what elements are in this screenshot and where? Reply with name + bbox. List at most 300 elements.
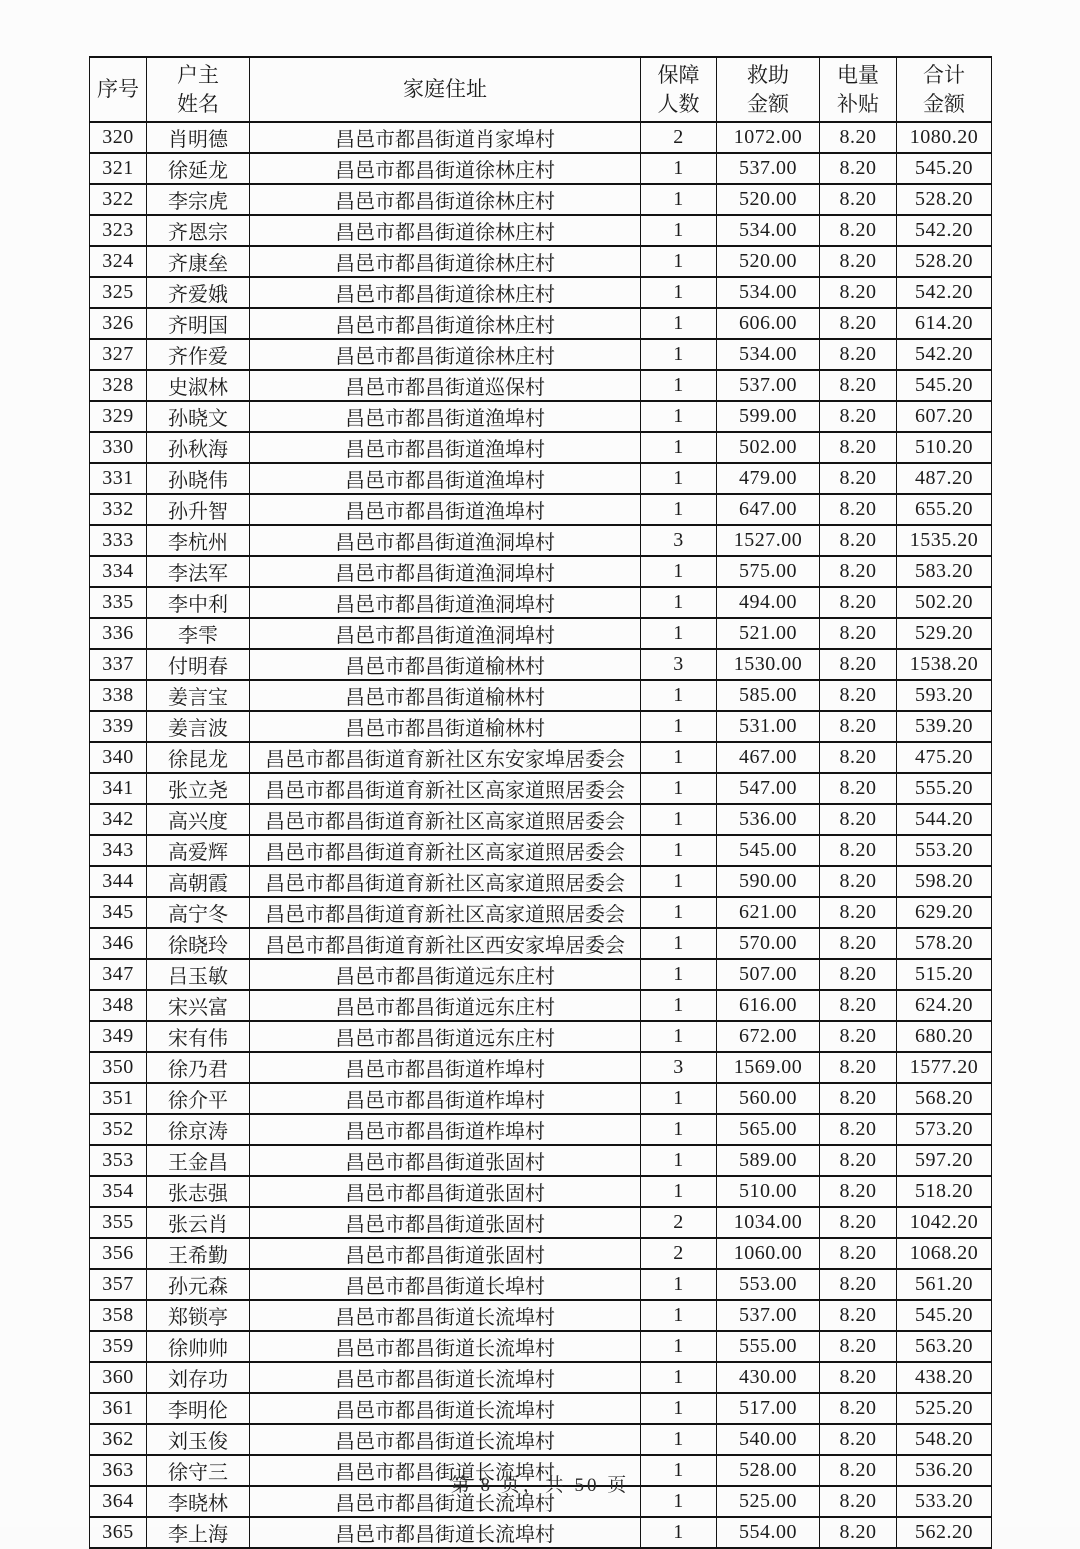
name-cell: 张云肖 bbox=[147, 1207, 250, 1238]
subsidy-cell: 8.20 bbox=[820, 804, 897, 835]
subsidy-cell: 8.20 bbox=[820, 1486, 897, 1517]
amount-cell: 520.00 bbox=[717, 184, 820, 215]
persons-cell: 1 bbox=[641, 711, 717, 742]
subsidy-cell: 8.20 bbox=[820, 649, 897, 680]
persons-cell: 3 bbox=[641, 525, 717, 556]
serial-cell: 360 bbox=[90, 1362, 147, 1393]
serial-cell: 326 bbox=[90, 308, 147, 339]
serial-cell: 357 bbox=[90, 1269, 147, 1300]
address-cell: 昌邑市都昌街道渔埠村 bbox=[250, 463, 641, 494]
amount-cell: 507.00 bbox=[717, 959, 820, 990]
serial-cell: 333 bbox=[90, 525, 147, 556]
address-cell: 昌邑市都昌街道长埠村 bbox=[250, 1269, 641, 1300]
subsidy-cell: 8.20 bbox=[820, 1114, 897, 1145]
address-cell: 昌邑市都昌街道育新社区高家道照居委会 bbox=[250, 804, 641, 835]
persons-cell: 1 bbox=[641, 1021, 717, 1052]
address-cell: 昌邑市都昌街道育新社区西安家埠居委会 bbox=[250, 928, 641, 959]
name-cell: 史淑林 bbox=[147, 370, 250, 401]
amount-cell: 510.00 bbox=[717, 1176, 820, 1207]
subsidy-cell: 8.20 bbox=[820, 990, 897, 1021]
subsidy-cell: 8.20 bbox=[820, 1145, 897, 1176]
table-row bbox=[90, 1517, 992, 1548]
total-cell: 614.20 bbox=[897, 308, 992, 339]
persons-cell: 1 bbox=[641, 556, 717, 587]
subsidy-cell: 8.20 bbox=[820, 1517, 897, 1548]
total-cell: 528.20 bbox=[897, 246, 992, 277]
subsidy-cell: 8.20 bbox=[820, 1362, 897, 1393]
persons-cell: 1 bbox=[641, 1269, 717, 1300]
total-cell: 583.20 bbox=[897, 556, 992, 587]
subsidy-cell: 8.20 bbox=[820, 401, 897, 432]
total-cell: 561.20 bbox=[897, 1269, 992, 1300]
persons-cell: 1 bbox=[641, 1486, 717, 1517]
subsidy-cell: 8.20 bbox=[820, 525, 897, 556]
amount-cell: 502.00 bbox=[717, 432, 820, 463]
amount-cell: 565.00 bbox=[717, 1114, 820, 1145]
serial-cell: 362 bbox=[90, 1424, 147, 1455]
total-cell: 563.20 bbox=[897, 1331, 992, 1362]
name-cell: 徐乃君 bbox=[147, 1052, 250, 1083]
amount-cell: 534.00 bbox=[717, 277, 820, 308]
address-cell: 昌邑市都昌街道长流埠村 bbox=[250, 1424, 641, 1455]
total-cell: 555.20 bbox=[897, 773, 992, 804]
serial-cell: 352 bbox=[90, 1114, 147, 1145]
total-cell: 573.20 bbox=[897, 1114, 992, 1145]
address-cell: 昌邑市都昌街道肖家埠村 bbox=[250, 122, 641, 153]
address-cell: 昌邑市都昌街道长流埠村 bbox=[250, 1300, 641, 1331]
address-cell: 昌邑市都昌街道育新社区高家道照居委会 bbox=[250, 835, 641, 866]
serial-cell: 353 bbox=[90, 1145, 147, 1176]
serial-cell: 323 bbox=[90, 215, 147, 246]
table-row bbox=[90, 1269, 992, 1300]
total-cell: 545.20 bbox=[897, 153, 992, 184]
address-cell: 昌邑市都昌街道徐林庄村 bbox=[250, 277, 641, 308]
table-row bbox=[90, 339, 992, 370]
address-cell: 昌邑市都昌街道长流埠村 bbox=[250, 1362, 641, 1393]
persons-cell: 1 bbox=[641, 959, 717, 990]
address-cell: 昌邑市都昌街道长流埠村 bbox=[250, 1393, 641, 1424]
name-cell: 高朝霞 bbox=[147, 866, 250, 897]
amount-cell: 517.00 bbox=[717, 1393, 820, 1424]
total-cell: 655.20 bbox=[897, 494, 992, 525]
table-row bbox=[90, 401, 992, 432]
total-cell: 1577.20 bbox=[897, 1052, 992, 1083]
amount-cell: 521.00 bbox=[717, 618, 820, 649]
subsidy-cell: 8.20 bbox=[820, 308, 897, 339]
name-cell: 姜言波 bbox=[147, 711, 250, 742]
amount-cell: 585.00 bbox=[717, 680, 820, 711]
serial-cell: 363 bbox=[90, 1455, 147, 1486]
name-cell: 徐介平 bbox=[147, 1083, 250, 1114]
persons-cell: 1 bbox=[641, 742, 717, 773]
address-cell: 昌邑市都昌街道张固村 bbox=[250, 1176, 641, 1207]
address-cell: 昌邑市都昌街道徐林庄村 bbox=[250, 215, 641, 246]
header-subsidy-line1: 电量 bbox=[837, 63, 879, 88]
name-cell: 齐恩宗 bbox=[147, 215, 250, 246]
table-row bbox=[90, 277, 992, 308]
address-cell: 昌邑市都昌街道渔洞埠村 bbox=[250, 587, 641, 618]
total-cell: 1068.20 bbox=[897, 1238, 992, 1269]
persons-cell: 1 bbox=[641, 1145, 717, 1176]
total-cell: 542.20 bbox=[897, 339, 992, 370]
serial-cell: 328 bbox=[90, 370, 147, 401]
subsidy-cell: 8.20 bbox=[820, 556, 897, 587]
total-cell: 536.20 bbox=[897, 1455, 992, 1486]
amount-cell: 599.00 bbox=[717, 401, 820, 432]
persons-cell: 1 bbox=[641, 494, 717, 525]
address-cell: 昌邑市都昌街道远东庄村 bbox=[250, 990, 641, 1021]
serial-cell: 361 bbox=[90, 1393, 147, 1424]
address-cell: 昌邑市都昌街道徐林庄村 bbox=[250, 308, 641, 339]
subsidy-cell: 8.20 bbox=[820, 463, 897, 494]
persons-cell: 1 bbox=[641, 587, 717, 618]
amount-cell: 430.00 bbox=[717, 1362, 820, 1393]
name-cell: 李法军 bbox=[147, 556, 250, 587]
address-cell: 昌邑市都昌街道育新社区高家道照居委会 bbox=[250, 897, 641, 928]
name-cell: 高宁冬 bbox=[147, 897, 250, 928]
amount-cell: 467.00 bbox=[717, 742, 820, 773]
address-cell: 昌邑市都昌街道渔洞埠村 bbox=[250, 618, 641, 649]
header-total-line2: 金额 bbox=[923, 91, 965, 116]
serial-cell: 327 bbox=[90, 339, 147, 370]
total-cell: 438.20 bbox=[897, 1362, 992, 1393]
persons-cell: 1 bbox=[641, 1176, 717, 1207]
address-cell: 昌邑市都昌街道榆林村 bbox=[250, 680, 641, 711]
header-row bbox=[90, 57, 992, 122]
name-cell: 孙秋海 bbox=[147, 432, 250, 463]
address-cell: 昌邑市都昌街道育新社区高家道照居委会 bbox=[250, 773, 641, 804]
total-cell: 487.20 bbox=[897, 463, 992, 494]
serial-cell: 350 bbox=[90, 1052, 147, 1083]
table-row bbox=[90, 773, 992, 804]
total-cell: 528.20 bbox=[897, 184, 992, 215]
table-row bbox=[90, 680, 992, 711]
serial-cell: 345 bbox=[90, 897, 147, 928]
subsidy-cell: 8.20 bbox=[820, 122, 897, 153]
total-cell: 548.20 bbox=[897, 1424, 992, 1455]
name-cell: 齐康垒 bbox=[147, 246, 250, 277]
persons-cell: 1 bbox=[641, 928, 717, 959]
subsidy-cell: 8.20 bbox=[820, 1207, 897, 1238]
persons-cell: 2 bbox=[641, 1207, 717, 1238]
total-cell: 529.20 bbox=[897, 618, 992, 649]
header-serial-line1: 序号 bbox=[97, 77, 139, 102]
table-row bbox=[90, 1052, 992, 1083]
persons-cell: 1 bbox=[641, 866, 717, 897]
total-cell: 598.20 bbox=[897, 866, 992, 897]
subsidy-cell: 8.20 bbox=[820, 370, 897, 401]
amount-cell: 494.00 bbox=[717, 587, 820, 618]
subsidy-cell: 8.20 bbox=[820, 680, 897, 711]
total-cell: 533.20 bbox=[897, 1486, 992, 1517]
name-cell: 王金昌 bbox=[147, 1145, 250, 1176]
serial-cell: 342 bbox=[90, 804, 147, 835]
amount-cell: 534.00 bbox=[717, 215, 820, 246]
persons-cell: 1 bbox=[641, 835, 717, 866]
address-cell: 昌邑市都昌街道张固村 bbox=[250, 1207, 641, 1238]
total-cell: 475.20 bbox=[897, 742, 992, 773]
name-cell: 郑锁亭 bbox=[147, 1300, 250, 1331]
amount-cell: 520.00 bbox=[717, 246, 820, 277]
persons-cell: 1 bbox=[641, 1424, 717, 1455]
table-row bbox=[90, 959, 992, 990]
persons-cell: 1 bbox=[641, 246, 717, 277]
name-cell: 王希勤 bbox=[147, 1238, 250, 1269]
total-cell: 1538.20 bbox=[897, 649, 992, 680]
table-row bbox=[90, 587, 992, 618]
subsidy-cell: 8.20 bbox=[820, 928, 897, 959]
address-cell: 昌邑市都昌街道榆林村 bbox=[250, 649, 641, 680]
table-row bbox=[90, 928, 992, 959]
total-cell: 597.20 bbox=[897, 1145, 992, 1176]
total-cell: 510.20 bbox=[897, 432, 992, 463]
serial-cell: 346 bbox=[90, 928, 147, 959]
address-cell: 昌邑市都昌街道渔洞埠村 bbox=[250, 556, 641, 587]
header-amount-line1: 救助 bbox=[747, 63, 789, 88]
header-householder-line1: 户主 bbox=[177, 63, 219, 88]
address-cell: 昌邑市都昌街道渔埠村 bbox=[250, 432, 641, 463]
persons-cell: 1 bbox=[641, 618, 717, 649]
name-cell: 李明伦 bbox=[147, 1393, 250, 1424]
address-cell: 昌邑市都昌街道柞埠村 bbox=[250, 1083, 641, 1114]
name-cell: 张志强 bbox=[147, 1176, 250, 1207]
amount-cell: 555.00 bbox=[717, 1331, 820, 1362]
address-cell: 昌邑市都昌街道长流埠村 bbox=[250, 1517, 641, 1548]
subsidy-cell: 8.20 bbox=[820, 773, 897, 804]
persons-cell: 2 bbox=[641, 122, 717, 153]
amount-cell: 536.00 bbox=[717, 804, 820, 835]
persons-cell: 1 bbox=[641, 184, 717, 215]
header-address-line1: 家庭住址 bbox=[403, 77, 487, 102]
total-cell: 568.20 bbox=[897, 1083, 992, 1114]
address-cell: 昌邑市都昌街道渔埠村 bbox=[250, 494, 641, 525]
name-cell: 姜言宝 bbox=[147, 680, 250, 711]
name-cell: 孙元森 bbox=[147, 1269, 250, 1300]
address-cell: 昌邑市都昌街道长流埠村 bbox=[250, 1331, 641, 1362]
total-cell: 518.20 bbox=[897, 1176, 992, 1207]
persons-cell: 1 bbox=[641, 1300, 717, 1331]
serial-cell: 355 bbox=[90, 1207, 147, 1238]
header-insured-persons bbox=[641, 57, 717, 122]
amount-cell: 1569.00 bbox=[717, 1052, 820, 1083]
name-cell: 徐延龙 bbox=[147, 153, 250, 184]
amount-cell: 553.00 bbox=[717, 1269, 820, 1300]
subsidy-cell: 8.20 bbox=[820, 587, 897, 618]
table-row bbox=[90, 463, 992, 494]
table-row bbox=[90, 184, 992, 215]
serial-cell: 365 bbox=[90, 1517, 147, 1548]
address-cell: 昌邑市都昌街道长流埠村 bbox=[250, 1486, 641, 1517]
subsidy-cell: 8.20 bbox=[820, 1176, 897, 1207]
table-row bbox=[90, 866, 992, 897]
amount-cell: 537.00 bbox=[717, 1300, 820, 1331]
table-row bbox=[90, 742, 992, 773]
serial-cell: 364 bbox=[90, 1486, 147, 1517]
persons-cell: 1 bbox=[641, 277, 717, 308]
subsidy-cell: 8.20 bbox=[820, 246, 897, 277]
header-subsidy-line2: 补贴 bbox=[837, 91, 879, 116]
header-amount-line2: 金额 bbox=[747, 91, 789, 116]
total-cell: 502.20 bbox=[897, 587, 992, 618]
address-cell: 昌邑市都昌街道柞埠村 bbox=[250, 1052, 641, 1083]
name-cell: 孙晓文 bbox=[147, 401, 250, 432]
persons-cell: 1 bbox=[641, 773, 717, 804]
subsidy-cell: 8.20 bbox=[820, 184, 897, 215]
serial-cell: 348 bbox=[90, 990, 147, 1021]
header-householder-name bbox=[147, 57, 250, 122]
header-electricity-subsidy bbox=[820, 57, 897, 122]
name-cell: 徐京涛 bbox=[147, 1114, 250, 1145]
amount-cell: 1072.00 bbox=[717, 122, 820, 153]
name-cell: 徐昆龙 bbox=[147, 742, 250, 773]
serial-cell: 340 bbox=[90, 742, 147, 773]
name-cell: 李杭州 bbox=[147, 525, 250, 556]
name-cell: 李中利 bbox=[147, 587, 250, 618]
subsidy-cell: 8.20 bbox=[820, 1083, 897, 1114]
table-row bbox=[90, 215, 992, 246]
serial-cell: 354 bbox=[90, 1176, 147, 1207]
serial-cell: 325 bbox=[90, 277, 147, 308]
persons-cell: 1 bbox=[641, 897, 717, 928]
subsidy-cell: 8.20 bbox=[820, 835, 897, 866]
subsidy-cell: 8.20 bbox=[820, 1331, 897, 1362]
persons-cell: 1 bbox=[641, 401, 717, 432]
table-row bbox=[90, 370, 992, 401]
table-row bbox=[90, 1424, 992, 1455]
address-cell: 昌邑市都昌街道远东庄村 bbox=[250, 959, 641, 990]
serial-cell: 335 bbox=[90, 587, 147, 618]
header-total-line1: 合计 bbox=[923, 63, 965, 88]
amount-cell: 647.00 bbox=[717, 494, 820, 525]
table-row bbox=[90, 308, 992, 339]
serial-cell: 347 bbox=[90, 959, 147, 990]
amount-cell: 525.00 bbox=[717, 1486, 820, 1517]
total-cell: 624.20 bbox=[897, 990, 992, 1021]
name-cell: 肖明德 bbox=[147, 122, 250, 153]
total-cell: 515.20 bbox=[897, 959, 992, 990]
amount-cell: 570.00 bbox=[717, 928, 820, 959]
name-cell: 齐作爱 bbox=[147, 339, 250, 370]
name-cell: 宋兴富 bbox=[147, 990, 250, 1021]
amount-cell: 540.00 bbox=[717, 1424, 820, 1455]
table-row bbox=[90, 1083, 992, 1114]
amount-cell: 534.00 bbox=[717, 339, 820, 370]
name-cell: 刘存功 bbox=[147, 1362, 250, 1393]
amount-cell: 537.00 bbox=[717, 153, 820, 184]
subsidy-cell: 8.20 bbox=[820, 1021, 897, 1052]
amount-cell: 528.00 bbox=[717, 1455, 820, 1486]
table-row bbox=[90, 711, 992, 742]
persons-cell: 3 bbox=[641, 649, 717, 680]
table-row bbox=[90, 1238, 992, 1269]
total-cell: 539.20 bbox=[897, 711, 992, 742]
persons-cell: 1 bbox=[641, 680, 717, 711]
name-cell: 李宗虎 bbox=[147, 184, 250, 215]
serial-cell: 339 bbox=[90, 711, 147, 742]
serial-cell: 359 bbox=[90, 1331, 147, 1362]
amount-cell: 545.00 bbox=[717, 835, 820, 866]
total-cell: 593.20 bbox=[897, 680, 992, 711]
table-row bbox=[90, 153, 992, 184]
serial-cell: 343 bbox=[90, 835, 147, 866]
header-persons-line2: 人数 bbox=[657, 91, 700, 116]
name-cell: 宋有伟 bbox=[147, 1021, 250, 1052]
table-row bbox=[90, 432, 992, 463]
address-cell: 昌邑市都昌街道育新社区东安家埠居委会 bbox=[250, 742, 641, 773]
amount-cell: 560.00 bbox=[717, 1083, 820, 1114]
table-row bbox=[90, 1300, 992, 1331]
subsidy-cell: 8.20 bbox=[820, 897, 897, 928]
table-row bbox=[90, 1114, 992, 1145]
subsidy-cell: 8.20 bbox=[820, 1238, 897, 1269]
total-cell: 578.20 bbox=[897, 928, 992, 959]
serial-cell: 331 bbox=[90, 463, 147, 494]
total-cell: 553.20 bbox=[897, 835, 992, 866]
page-number-footer: 第 8 页，共 50 页 bbox=[450, 1475, 630, 1496]
persons-cell: 1 bbox=[641, 463, 717, 494]
serial-cell: 332 bbox=[90, 494, 147, 525]
subsidy-cell: 8.20 bbox=[820, 618, 897, 649]
address-cell: 昌邑市都昌街道育新社区高家道照居委会 bbox=[250, 866, 641, 897]
amount-cell: 1527.00 bbox=[717, 525, 820, 556]
persons-cell: 1 bbox=[641, 308, 717, 339]
amount-cell: 616.00 bbox=[717, 990, 820, 1021]
persons-cell: 1 bbox=[641, 1517, 717, 1548]
header-householder-line2: 姓名 bbox=[177, 91, 219, 116]
total-cell: 525.20 bbox=[897, 1393, 992, 1424]
table-row bbox=[90, 122, 992, 153]
subsidy-cell: 8.20 bbox=[820, 1393, 897, 1424]
persons-cell: 1 bbox=[641, 1393, 717, 1424]
amount-cell: 537.00 bbox=[717, 370, 820, 401]
address-cell: 昌邑市都昌街道渔埠村 bbox=[250, 401, 641, 432]
address-cell: 昌邑市都昌街道张固村 bbox=[250, 1145, 641, 1176]
table-header bbox=[90, 57, 992, 122]
amount-cell: 621.00 bbox=[717, 897, 820, 928]
name-cell: 付明春 bbox=[147, 649, 250, 680]
name-cell: 徐晓玲 bbox=[147, 928, 250, 959]
address-cell: 昌邑市都昌街道长流埠村 bbox=[250, 1455, 641, 1486]
header-persons-line1: 保障 bbox=[657, 63, 700, 88]
table-row bbox=[90, 1145, 992, 1176]
table-row bbox=[90, 1021, 992, 1052]
table-row bbox=[90, 246, 992, 277]
serial-cell: 324 bbox=[90, 246, 147, 277]
amount-cell: 589.00 bbox=[717, 1145, 820, 1176]
name-cell: 吕玉敏 bbox=[147, 959, 250, 990]
amount-cell: 1060.00 bbox=[717, 1238, 820, 1269]
address-cell: 昌邑市都昌街道张固村 bbox=[250, 1238, 641, 1269]
persons-cell: 1 bbox=[641, 1362, 717, 1393]
subsidy-cell: 8.20 bbox=[820, 494, 897, 525]
total-cell: 545.20 bbox=[897, 1300, 992, 1331]
serial-cell: 351 bbox=[90, 1083, 147, 1114]
serial-cell: 330 bbox=[90, 432, 147, 463]
table-row bbox=[90, 556, 992, 587]
table-row bbox=[90, 494, 992, 525]
table-row bbox=[90, 1362, 992, 1393]
name-cell: 徐守三 bbox=[147, 1455, 250, 1486]
serial-cell: 356 bbox=[90, 1238, 147, 1269]
serial-cell: 358 bbox=[90, 1300, 147, 1331]
header-address bbox=[250, 57, 641, 122]
header-aid-amount bbox=[717, 57, 820, 122]
name-cell: 高爱辉 bbox=[147, 835, 250, 866]
persons-cell: 1 bbox=[641, 339, 717, 370]
subsidy-cell: 8.20 bbox=[820, 1269, 897, 1300]
persons-cell: 1 bbox=[641, 1083, 717, 1114]
address-cell: 昌邑市都昌街道徐林庄村 bbox=[250, 339, 641, 370]
